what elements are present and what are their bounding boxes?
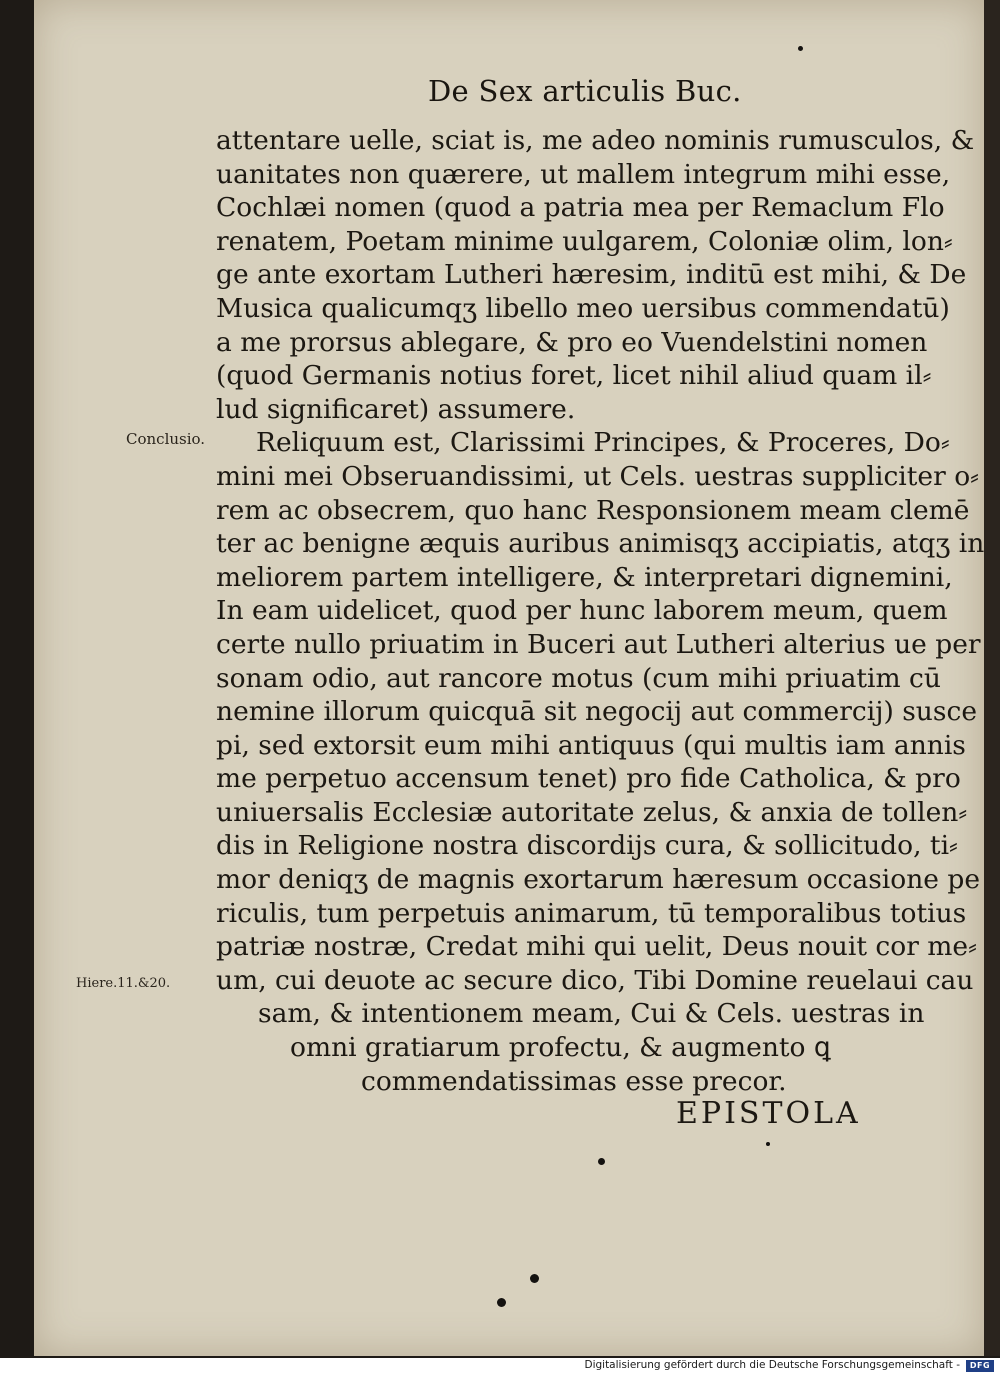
dfg-logo-icon: DFG [966,1360,994,1372]
text-line: uniuersalis Ecclesiæ autoritate zelus, & anxia de tollen⸗ [216,796,968,828]
ink-speck [766,1142,770,1146]
page-edge [984,0,1000,1356]
text-line: In eam uidelicet, quod per hunc laborem meum, quem [216,595,948,627]
text-line: pi, sed extorsit eum mihi antiquus (qui multis iam annis [216,729,966,761]
text-line: patriæ nostræ, Credat mihi qui uelit, Deus nouit cor me⸗ [216,931,977,963]
text-line: mor deniqʒ de magnis exortarum hæresum occasione pe [216,864,981,896]
text-line: certe nullo priuatim in Buceri aut Lutheri alterius ue per [216,628,981,660]
text-line: (quod Germanis notius foret, licet nihil aliud quam il⸗ [216,360,932,392]
text-line: ter ac benigne æquis auribus animisqʒ accipiatis, atqʒ in [216,528,985,560]
text-line: dis in Religione nostra discordijs cura, & sollicitudo, ti⸗ [216,830,958,862]
text-line: meliorem partem intelligere, & interpretari dignemini, [216,561,953,593]
text-line: riculis, tum perpetuis animarum, tū temporalibus totius [216,897,967,929]
text-line: me perpetuo accensum tenet) pro fide Catholica, & pro [216,763,961,795]
text-line: lud significaret) assumere. [216,393,576,425]
body-text [216,124,985,1098]
text-line: renatem, Poetam minime uulgarem, Coloniæ olim, lon⸗ [216,225,953,257]
margin-note-reference: Hiere.11.&20. [76,976,171,991]
text-line: commendatissimas esse precor. [361,1065,787,1097]
text-line: um, cui deuote ac secure dico, Tibi Domine reuelaui cau [216,964,974,996]
ink-speck [798,46,803,51]
text-line: omni gratiarum profectu, & augmento ꝗ [290,1032,831,1064]
ink-speck [598,1158,605,1165]
footer-credit: Digitalisierung gefördert durch die Deutsche Forschungsgemeinschaft - [584,1359,960,1371]
paragraph-start-line: Reliquum est, Clarissimi Principes, & Proceres, Do⸗ [256,427,950,459]
text-line: attentare uelle, sciat is, me adeo nominis rumusculos, & [216,125,975,156]
text-line: uanitates non quærere, ut mallem integrum mihi esse, [216,158,951,190]
text-line: sonam odio, aut rancore motus (cum mihi priuatim cū [216,662,941,694]
text-line: Cochlæi nomen (quod a patria mea per Remaclum Flo [216,192,945,224]
footer-bar [0,1358,1000,1375]
text-line: mini mei Obseruandissimi, ut Cels. uestras suppliciter o⸗ [216,460,979,492]
text-line: Musica qualicumqʒ libello meo uersibus commendatū) [216,292,950,324]
text-line: a me prorsus ablegare, & pro eo Vuendelstini nomen [216,326,928,358]
margin-note-conclusio: Conclusio. [126,430,206,448]
catchword: EPISTOLA [676,1096,861,1131]
running-head: De Sex articulis Buc. [428,74,742,108]
ink-speck [497,1298,506,1307]
text-line: nemine illorum quicquā sit negocij aut commercij) susce [216,696,977,728]
ink-speck [530,1274,539,1283]
text-line: ge ante exortam Lutheri hæresim, inditū est mihi, & De [216,259,967,291]
text-line: rem ac obsecrem, quo hanc Responsionem meam clemē [216,494,970,526]
text-line: sam, & intentionem meam, Cui & Cels. uestras in [258,998,925,1030]
